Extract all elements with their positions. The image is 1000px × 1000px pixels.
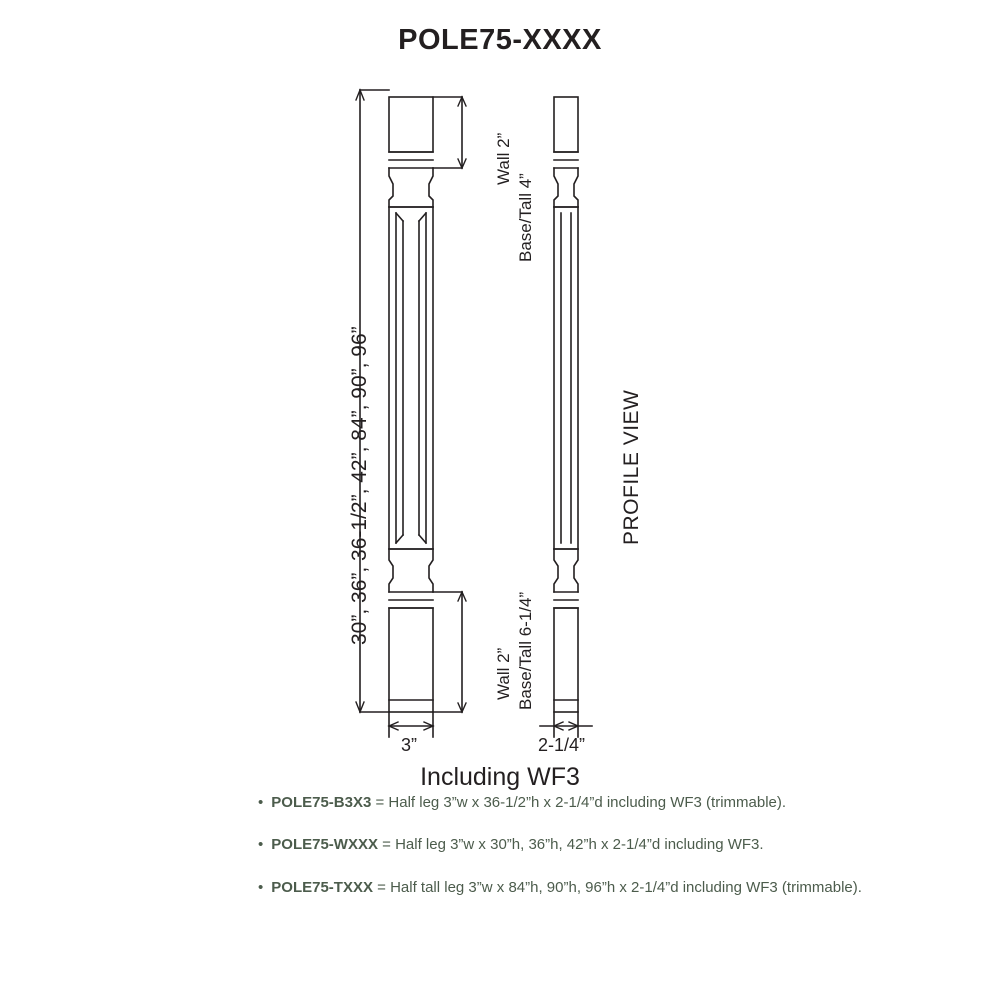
note-code: POLE75-TXXX [271,878,373,896]
note-body [271,875,958,901]
note-body [271,832,958,858]
bullet-icon: • [258,836,264,854]
note-text: = Half leg 3”w x 36-1/2”h x 2-1/4”d including WF3 (trimmable). [371,794,787,811]
including-wf3-label: Including WF3 [420,763,580,791]
top-block-label-wall: Wall 2” [494,132,513,185]
front-view-outline [389,97,433,712]
list-item [258,832,958,858]
note-text: = Half tall leg 3”w x 84”h, 90”h, 96”h x 2-1/4”d including WF3 (trimmable). [372,878,862,896]
front-width-dimension [389,712,433,737]
profile-depth-dimension-text: 2-1/4” [538,735,586,755]
note-body [271,790,958,816]
bottom-block-label-base-tall: Base/Tall 6-1/4” [516,591,535,710]
front-width-dimension-text: 3” [401,735,418,755]
list-item [258,875,958,901]
bullet-icon: • [258,878,264,896]
top-block-label-base-tall: Base/Tall 4” [516,173,535,262]
top-block-dimension [433,97,466,168]
page-title: POLE75-XXXX [398,24,602,56]
profile-view-outline [554,97,578,712]
notes-list [258,790,958,917]
profile-depth-dimension [540,712,592,737]
bottom-block-label-wall: Wall 2” [494,647,513,700]
bottom-block-dimension [433,592,466,712]
note-code: POLE75-WXXX [271,836,378,854]
note-code: POLE75-B3X3 [271,794,372,811]
profile-view-label: PROFILE VIEW [620,389,643,545]
bullet-icon: • [258,794,264,811]
list-item [258,790,958,816]
height-options-label: 30”, 36”, 36-1/2”, 42”, 84”, 90”, 96” [348,326,371,645]
note-text: = Half leg 3”w x 30”h, 36”h, 42”h x 2-1/4”d including WF3. [377,836,764,854]
